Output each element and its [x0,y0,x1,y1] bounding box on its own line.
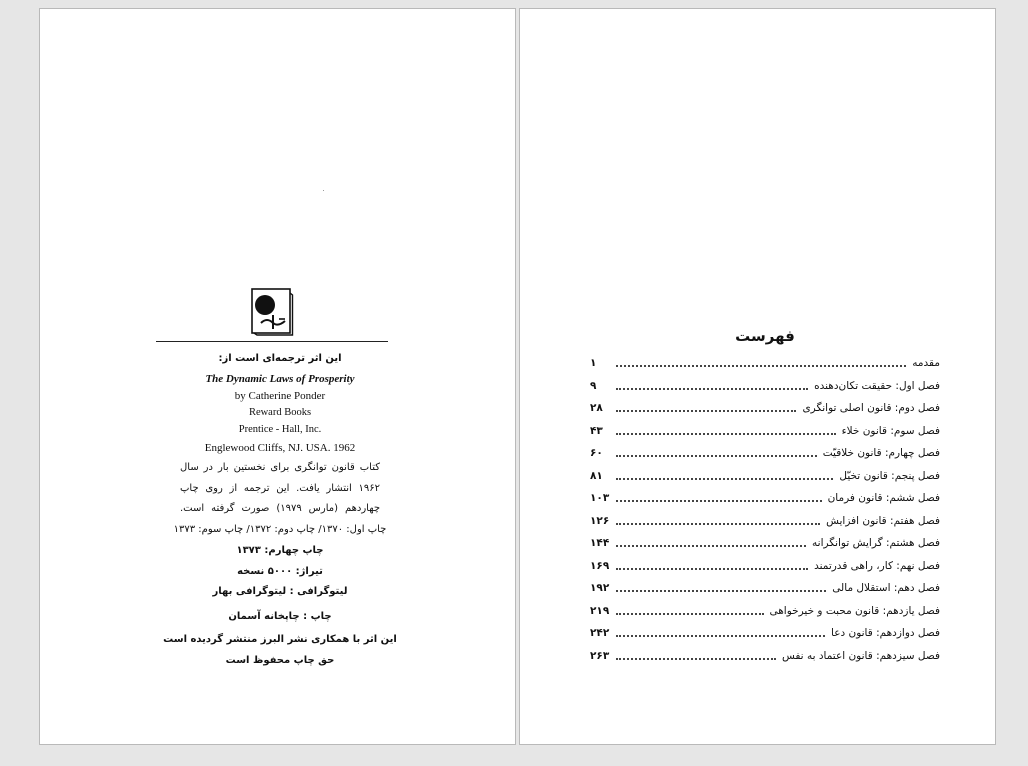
publication-note-line: کتاب قانون توانگری برای نخستین بار در سال [180,462,380,473]
publisher-logo-icon [249,285,295,337]
toc-entry-label: فصل هشتم: گرایش توانگرانه [812,537,940,550]
toc-entry-page: ۲۱۹ [590,604,610,617]
toc-entry-page: ۱۰۳ [590,492,610,505]
toc-entry [590,442,940,465]
dot-leader [616,355,906,367]
dot-leader [616,558,808,570]
toc-entry [590,465,940,488]
divider-rule [156,341,388,342]
dot-leader [616,468,833,480]
toc-entry-label: فصل یازدهم: قانون محبت و خیرخواهی [769,604,940,617]
toc-list [590,352,940,667]
toc-entry-label: فصل اول: حقیقت تکان‌دهنده [814,379,940,392]
toc-entry-label: فصل پنجم: قانون تخیّل [839,469,940,482]
dot-leader [616,513,820,525]
toc-entry [590,487,940,510]
speck [323,190,324,191]
original-author: by Catherine Ponder [234,390,326,402]
dot-leader [616,535,806,547]
toc-entry [590,397,940,420]
toc-title: فهرست [735,327,795,345]
toc-entry-label: مقدمه [912,357,940,370]
rights-note: حق چاپ محفوظ است [225,655,335,666]
toc-entry-page: ۹ [590,379,597,392]
toc-entry-page: ۲۴۲ [590,627,610,640]
toc-entry-page: ۱۹۲ [590,582,610,595]
translation-note: این اثر ترجمه‌ای است از: [218,353,342,364]
toc-entry-page: ۶۰ [590,447,603,460]
toc-entry-label: فصل دهم: استقلال مالی [832,582,940,595]
toc-entry [590,510,940,533]
toc-entry-label: فصل ششم: قانون فرمان [827,492,940,505]
toc-entry-label: فصل سوم: قانون خلاء [841,424,940,437]
lithography: لیتوگرافی : لیتوگرافی بهار [212,586,348,597]
toc-entry-page: ۱۴۴ [590,537,610,550]
toc-entry-page: ۲۶۳ [590,649,610,662]
toc-entry [590,622,940,645]
dot-leader [616,378,808,390]
original-place-year: Englewood Cliffs, NJ. USA. 1962 [204,442,356,454]
printing: چاپ : چاپخانه آسمان [228,611,332,622]
toc-entry-page: ۱۶۹ [590,559,610,572]
dot-leader [616,603,764,615]
dot-leader [616,580,826,592]
toc-entry [590,352,940,375]
toc-entry [590,420,940,443]
left-page [39,8,516,745]
dot-leader [616,445,817,457]
toc-entry-label: فصل دوم: قانون اصلی توانگری [802,402,940,415]
dot-leader [616,400,796,412]
toc-entry-page: ۲۸ [590,402,603,415]
toc-entry-label: فصل چهارم: قانون خلاقیّت [822,447,940,460]
original-publisher: Reward Books [248,407,312,418]
circulation: تیراژ: ۵۰۰۰ نسخه [237,566,323,577]
toc-entry [590,600,940,623]
publication-note-line: چهاردهم (مارس ۱۹۷۹) صورت گرفته است. [180,503,380,514]
original-imprint: Prentice - Hall, Inc. [238,424,322,435]
dot-leader [616,625,825,637]
toc-entry-page: ۱۲۶ [590,514,610,527]
toc-entry-page: ۴۳ [590,424,603,437]
toc-entry-label: فصل دوازدهم: قانون دعا [831,627,940,640]
publication-note-line: ۱۹۶۲ انتشار یافت. این ترجمه از روی چاپ [180,483,380,494]
dot-leader [616,648,776,660]
toc-entry-page: ۸۱ [590,469,603,482]
original-title: The Dynamic Laws of Prosperity [205,373,355,385]
print-history: چاپ اول: ۱۳۷۰/ چاپ دوم: ۱۳۷۲/ چاپ سوم: ۱۳۷۳ [173,524,387,535]
dot-leader [616,423,836,435]
toc-entry [590,577,940,600]
toc-entry [590,375,940,398]
cooperation-note: این اثر با همکاری نشر البرز منتشر گردیده است [163,634,397,645]
fourth-print: چاپ چهارم: ۱۳۷۳ [236,545,324,556]
toc-entry [590,555,940,578]
toc-entry [590,645,940,668]
toc-entry-label: فصل سیزدهم: قانون اعتماد به نفس [781,649,940,662]
toc-entry-label: فصل نهم: کار، راهی قدرتمند [814,559,940,572]
toc-entry-page: ۱ [590,357,597,370]
toc-entry [590,532,940,555]
toc-entry-label: فصل هفتم: قانون افزایش [826,514,940,527]
right-page [519,8,996,745]
dot-leader [616,490,822,502]
